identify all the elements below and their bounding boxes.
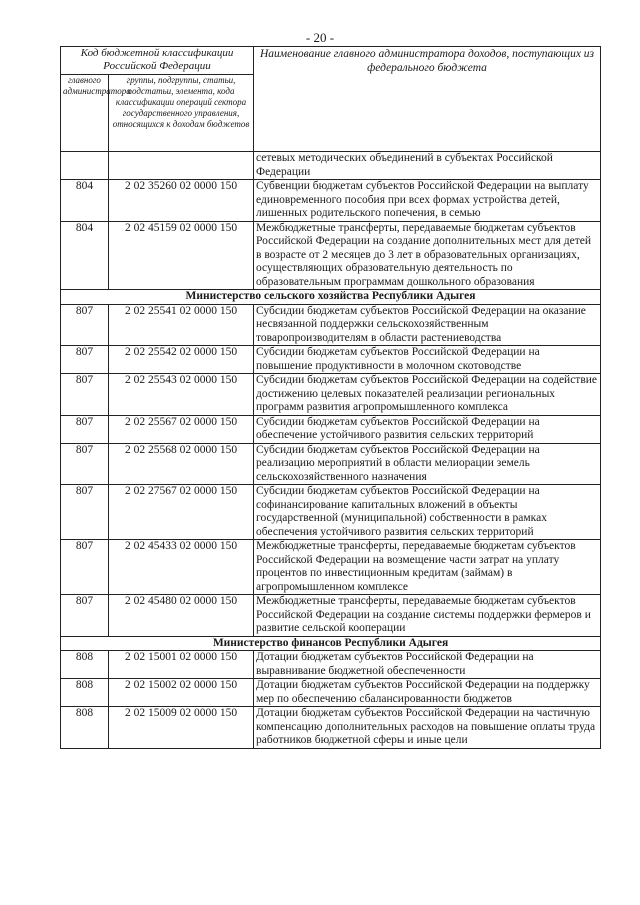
table-row xyxy=(61,540,601,595)
admin-code-cell: 808 xyxy=(61,679,109,707)
revenue-name-cell: Субсидии бюджетам субъектов Российской Федерации на содействие достижению целевых показателей реализации региональных программ развития агропромышленного комплекса xyxy=(254,374,601,416)
table-row xyxy=(61,304,601,346)
admin-code-cell xyxy=(61,152,109,180)
admin-code-cell: 807 xyxy=(61,540,109,595)
revenue-name-cell: Межбюджетные трансферты, передаваемые бюджетам субъектов Российской Федерации на возмещение части затрат на уплату процентов по инвестиционным кредитам (займам) в агропромышленном комплексе xyxy=(254,540,601,595)
header-name-column: Наименование главного администратора доходов, поступающих из федерального бюджета xyxy=(254,47,601,152)
table-row xyxy=(61,595,601,637)
revenue-name-cell: Межбюджетные трансферты, передаваемые бюджетам субъектов Российской Федерации на создание системы поддержки фермеров и развитие сельской кооперации xyxy=(254,595,601,637)
admin-code-cell: 804 xyxy=(61,180,109,222)
classification-code-cell: 2 02 45480 02 0000 150 xyxy=(109,595,254,637)
table-row xyxy=(61,485,601,540)
revenue-name-cell: Субсидии бюджетам субъектов Российской Федерации на обеспечение устойчивого развития сельских территорий xyxy=(254,415,601,443)
revenue-name-cell: Дотации бюджетам субъектов Российской Федерации на поддержку мер по обеспечению сбалансированности бюджетов xyxy=(254,679,601,707)
revenue-name-cell: Субсидии бюджетам субъектов Российской Федерации на повышение продуктивности в молочном скотоводстве xyxy=(254,346,601,374)
header-code-column: группы, подгруппы, статьи, подстатьи, элемента, кода классификации операций сектора государственного управления, относящихся к доходам бюджетов xyxy=(109,75,254,152)
table-body xyxy=(61,152,601,749)
classification-code-cell: 2 02 25541 02 0000 150 xyxy=(109,304,254,346)
revenue-name-cell: Дотации бюджетам субъектов Российской Федерации на частичную компенсацию дополнительных расходов на повышение оплаты труда работников бюджетной сферы и иные цели xyxy=(254,707,601,749)
table-header xyxy=(61,47,601,152)
table-row xyxy=(61,374,601,416)
classification-code-cell: 2 02 15002 02 0000 150 xyxy=(109,679,254,707)
revenue-name-cell: Субвенции бюджетам субъектов Российской Федерации на выплату единовременного пособия при всех формах устройства детей, лишенных родительского попечения, в семью xyxy=(254,180,601,222)
admin-code-cell: 807 xyxy=(61,346,109,374)
revenue-name-cell: Субсидии бюджетам субъектов Российской Федерации на реализацию мероприятий в области мелиорации земель сельскохозяйственного назначения xyxy=(254,443,601,485)
table-row xyxy=(61,651,601,679)
revenue-name-cell: Межбюджетные трансферты, передаваемые бюджетам субъектов Российской Федерации на создание дополнительных мест для детей в возрасте от 2 месяцев до 3 лет в образовательных организациях, осуществляющих образовательную деятельность по образовательным программам дошкольного образования xyxy=(254,221,601,290)
section-title: Министерство сельского хозяйства Республики Адыгея xyxy=(61,290,601,305)
table-row xyxy=(61,707,601,749)
classification-code-cell: 2 02 15001 02 0000 150 xyxy=(109,651,254,679)
section-row xyxy=(61,290,601,305)
table-row xyxy=(61,679,601,707)
revenue-name-cell: Дотации бюджетам субъектов Российской Федерации на выравнивание бюджетной обеспеченности xyxy=(254,651,601,679)
admin-code-cell: 807 xyxy=(61,304,109,346)
classification-code-cell: 2 02 25542 02 0000 150 xyxy=(109,346,254,374)
classification-code-cell: 2 02 45433 02 0000 150 xyxy=(109,540,254,595)
table-row xyxy=(61,443,601,485)
page-number: - 20 - xyxy=(305,30,335,45)
revenue-name-cell: сетевых методических объединений в субъектах Российской Федерации xyxy=(254,152,601,180)
classification-code-cell: 2 02 45159 02 0000 150 xyxy=(109,221,254,290)
revenue-name-cell: Субсидии бюджетам субъектов Российской Федерации на софинансирование капитальных вложений в объекты государственной (муниципальной) собственности в рамках обеспечения устойчивого развития сельских территорий xyxy=(254,485,601,540)
budget-classification-table xyxy=(60,46,601,749)
classification-code-cell: 2 02 35260 02 0000 150 xyxy=(109,180,254,222)
classification-code-cell: 2 02 25543 02 0000 150 xyxy=(109,374,254,416)
classification-code-cell: 2 02 27567 02 0000 150 xyxy=(109,485,254,540)
section-row xyxy=(61,636,601,651)
section-title: Министерство финансов Республики Адыгея xyxy=(61,636,601,651)
table-row xyxy=(61,221,601,290)
classification-code-cell: 2 02 25567 02 0000 150 xyxy=(109,415,254,443)
admin-code-cell: 807 xyxy=(61,415,109,443)
admin-code-cell: 807 xyxy=(61,595,109,637)
table-row xyxy=(61,346,601,374)
admin-code-cell: 808 xyxy=(61,651,109,679)
classification-code-cell xyxy=(109,152,254,180)
header-admin-column: главного администратора xyxy=(61,75,109,152)
classification-code-cell: 2 02 25568 02 0000 150 xyxy=(109,443,254,485)
table-row xyxy=(61,152,601,180)
admin-code-cell: 808 xyxy=(61,707,109,749)
admin-code-cell: 804 xyxy=(61,221,109,290)
revenue-name-cell: Субсидии бюджетам субъектов Российской Федерации на оказание несвязанной поддержки сельскохозяйственным товаропроизводителям в области растениеводства xyxy=(254,304,601,346)
admin-code-cell: 807 xyxy=(61,374,109,416)
table-row xyxy=(61,180,601,222)
admin-code-cell: 807 xyxy=(61,443,109,485)
classification-code-cell: 2 02 15009 02 0000 150 xyxy=(109,707,254,749)
table-row xyxy=(61,415,601,443)
header-group-title: Код бюджетной классификации Российской Федерации xyxy=(61,47,254,75)
admin-code-cell: 807 xyxy=(61,485,109,540)
